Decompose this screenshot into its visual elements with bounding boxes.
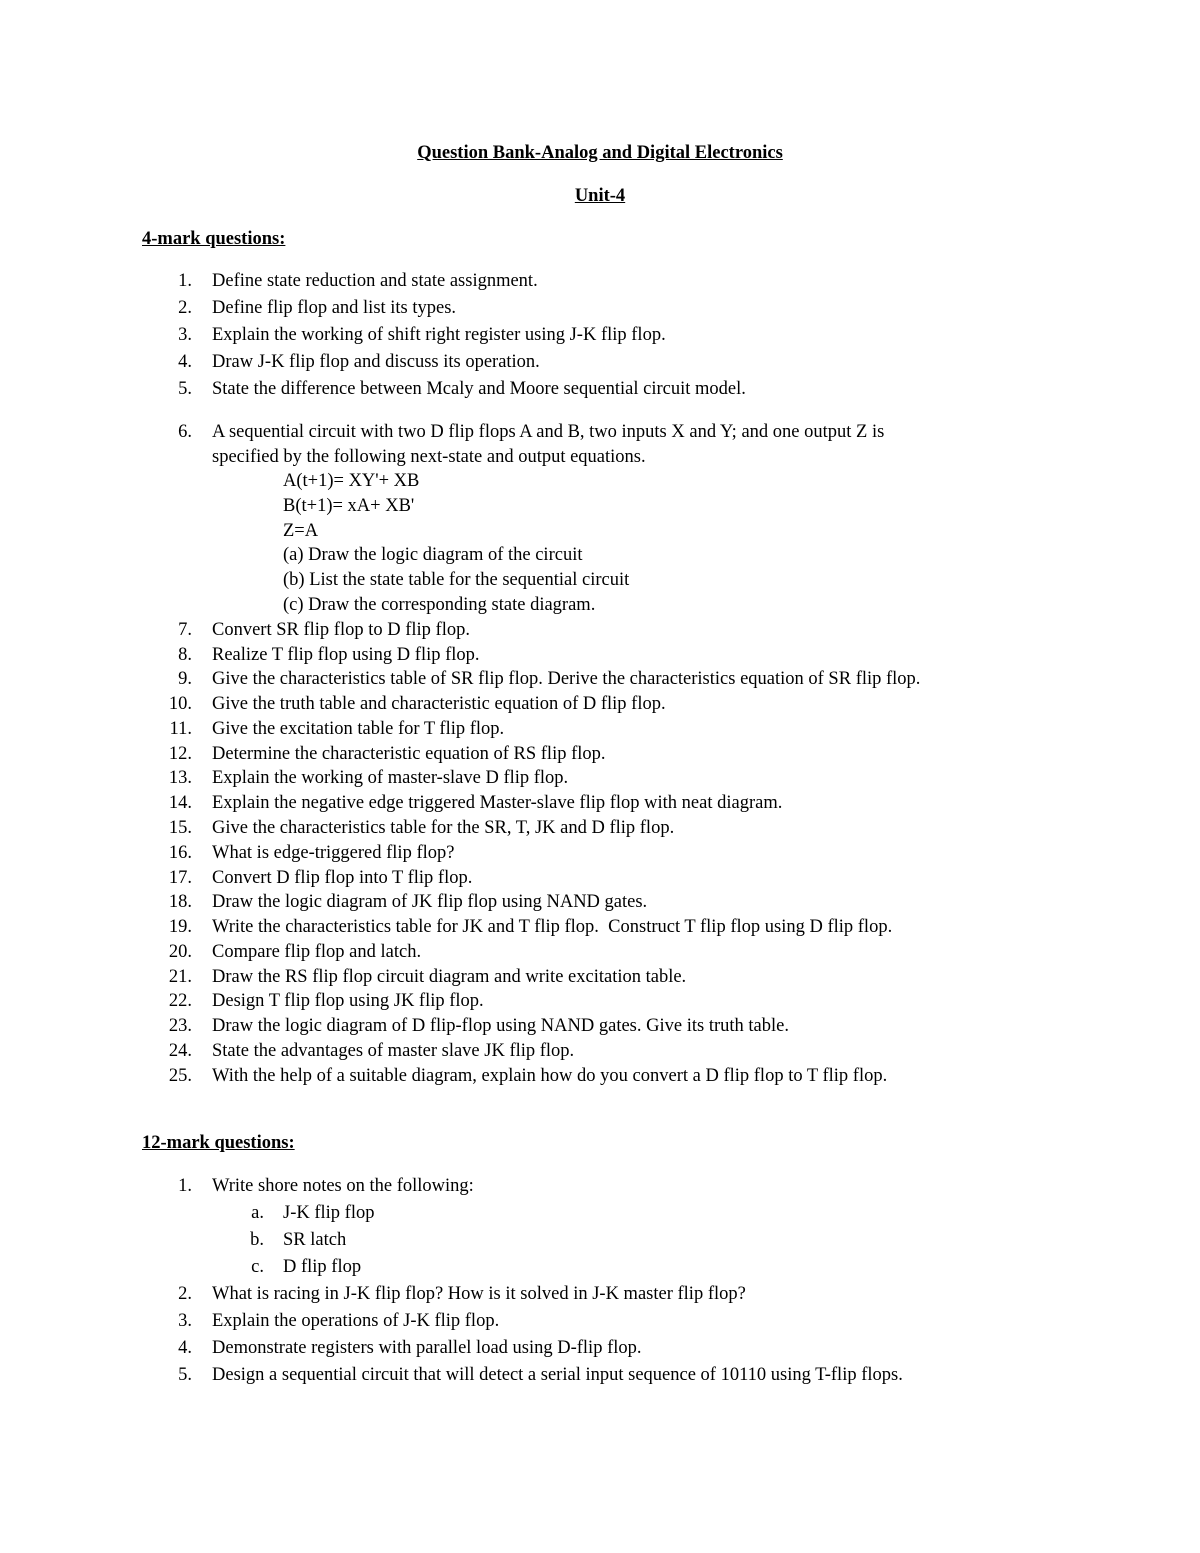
question-text: Demonstrate registers with parallel load using D-flip flop. [212, 1338, 642, 1358]
sub-item-text: D flip flop [283, 1257, 362, 1277]
question-number: 21. [168, 967, 192, 987]
question-number: 6. [178, 422, 192, 442]
sub-question-a: (a) Draw the logic diagram of the circuit [283, 545, 583, 565]
question-number: 14. [168, 793, 192, 813]
question-number: 20. [168, 942, 192, 962]
question-number: 18. [168, 892, 192, 912]
twelve-mark-heading: 12-mark questions: [142, 1133, 295, 1153]
question-number: 15. [168, 818, 192, 838]
sub-item-label: a. [251, 1203, 264, 1223]
question-text: State the difference between Mcaly and Moore sequential circuit model. [212, 379, 746, 399]
question-text: Give the truth table and characteristic equation of D flip flop. [212, 694, 666, 714]
question-text: Design T flip flop using JK flip flop. [212, 991, 484, 1011]
question-number: 10. [168, 694, 192, 714]
question-number: 3. [178, 1311, 192, 1331]
question-number: 19. [168, 917, 192, 937]
equation-a: A(t+1)= XY'+ XB [283, 471, 420, 491]
question-text: What is racing in J-K flip flop? How is it solved in J-K master flip flop? [212, 1284, 746, 1304]
question-text: Compare flip flop and latch. [212, 942, 422, 962]
question-text: Explain the operations of J-K flip flop. [212, 1311, 500, 1331]
unit-title: Unit-4 [574, 186, 626, 206]
question-text: Give the characteristics table of SR flip flop. Derive the characteristics equation of SR flip flop. [212, 669, 921, 689]
question-number: 2. [178, 1284, 192, 1304]
sub-item-text: J-K flip flop [283, 1203, 375, 1223]
question-number: 4. [178, 352, 192, 372]
question-text: Draw the logic diagram of JK flip flop using NAND gates. [212, 892, 648, 912]
question-text: Design a sequential circuit that will detect a serial input sequence of 10110 using T-flip flops. [212, 1365, 903, 1385]
question-number: 17. [168, 868, 192, 888]
question-number: 7. [178, 620, 192, 640]
question-number: 24. [168, 1041, 192, 1061]
question-text: Convert SR flip flop to D flip flop. [212, 620, 470, 640]
question-number: 16. [168, 843, 192, 863]
question-number: 23. [168, 1016, 192, 1036]
question-text: Give the characteristics table for the SR, T, JK and D flip flop. [212, 818, 675, 838]
question-number: 2. [178, 298, 192, 318]
question-text: Draw the RS flip flop circuit diagram and write excitation table. [212, 967, 687, 987]
question-text: Realize T flip flop using D flip flop. [212, 645, 480, 665]
question-text: specified by the following next-state and output equations. [212, 447, 646, 467]
question-text: Draw J-K flip flop and discuss its operation. [212, 352, 540, 372]
question-text: Convert D flip flop into T flip flop. [212, 868, 473, 888]
question-text: Determine the characteristic equation of RS flip flop. [212, 744, 606, 764]
question-text: Explain the working of shift right register using J-K flip flop. [212, 325, 666, 345]
question-text: Define state reduction and state assignment. [212, 271, 538, 291]
question-number: 12. [168, 744, 192, 764]
question-text: State the advantages of master slave JK flip flop. [212, 1041, 575, 1061]
sub-item-label: c. [251, 1257, 264, 1277]
question-number: 13. [168, 768, 192, 788]
document-title: Question Bank-Analog and Digital Electronics [417, 143, 783, 163]
question-text: Define flip flop and list its types. [212, 298, 457, 318]
question-number: 11. [169, 719, 192, 739]
question-number: 4. [178, 1338, 192, 1358]
question-text: A sequential circuit with two D flip flops A and B, two inputs X and Y; and one output Z is [212, 422, 885, 442]
four-mark-heading: 4-mark questions: [142, 229, 286, 249]
question-number: 9. [178, 669, 192, 689]
question-text: Write the characteristics table for JK and T flip flop. Construct T flip flop using D flip flop. [212, 917, 893, 937]
question-number: 5. [178, 379, 192, 399]
question-text: Write shore notes on the following: [212, 1176, 474, 1196]
question-number: 1. [178, 271, 192, 291]
question-text: Explain the negative edge triggered Master-slave flip flop with neat diagram. [212, 793, 783, 813]
question-number: 3. [178, 325, 192, 345]
sub-item-text: SR latch [283, 1230, 347, 1250]
sub-question-b: (b) List the state table for the sequential circuit [283, 570, 630, 590]
equation-z: Z=A [283, 521, 319, 541]
question-number: 8. [178, 645, 192, 665]
sub-item-label: b. [250, 1230, 264, 1250]
question-text: Draw the logic diagram of D flip-flop using NAND gates. Give its truth table. [212, 1016, 789, 1036]
question-text: Give the excitation table for T flip flop. [212, 719, 505, 739]
question-number: 25. [168, 1066, 192, 1086]
question-text: Explain the working of master-slave D flip flop. [212, 768, 569, 788]
question-text: With the help of a suitable diagram, explain how do you convert a D flip flop to T flip flop. [212, 1066, 888, 1086]
question-number: 22. [168, 991, 192, 1011]
sub-question-c: (c) Draw the corresponding state diagram. [283, 595, 596, 615]
equation-b: B(t+1)= xA+ XB' [283, 496, 415, 516]
question-text: What is edge-triggered flip flop? [212, 843, 455, 863]
question-number: 5. [178, 1365, 192, 1385]
question-number: 1. [178, 1176, 192, 1196]
